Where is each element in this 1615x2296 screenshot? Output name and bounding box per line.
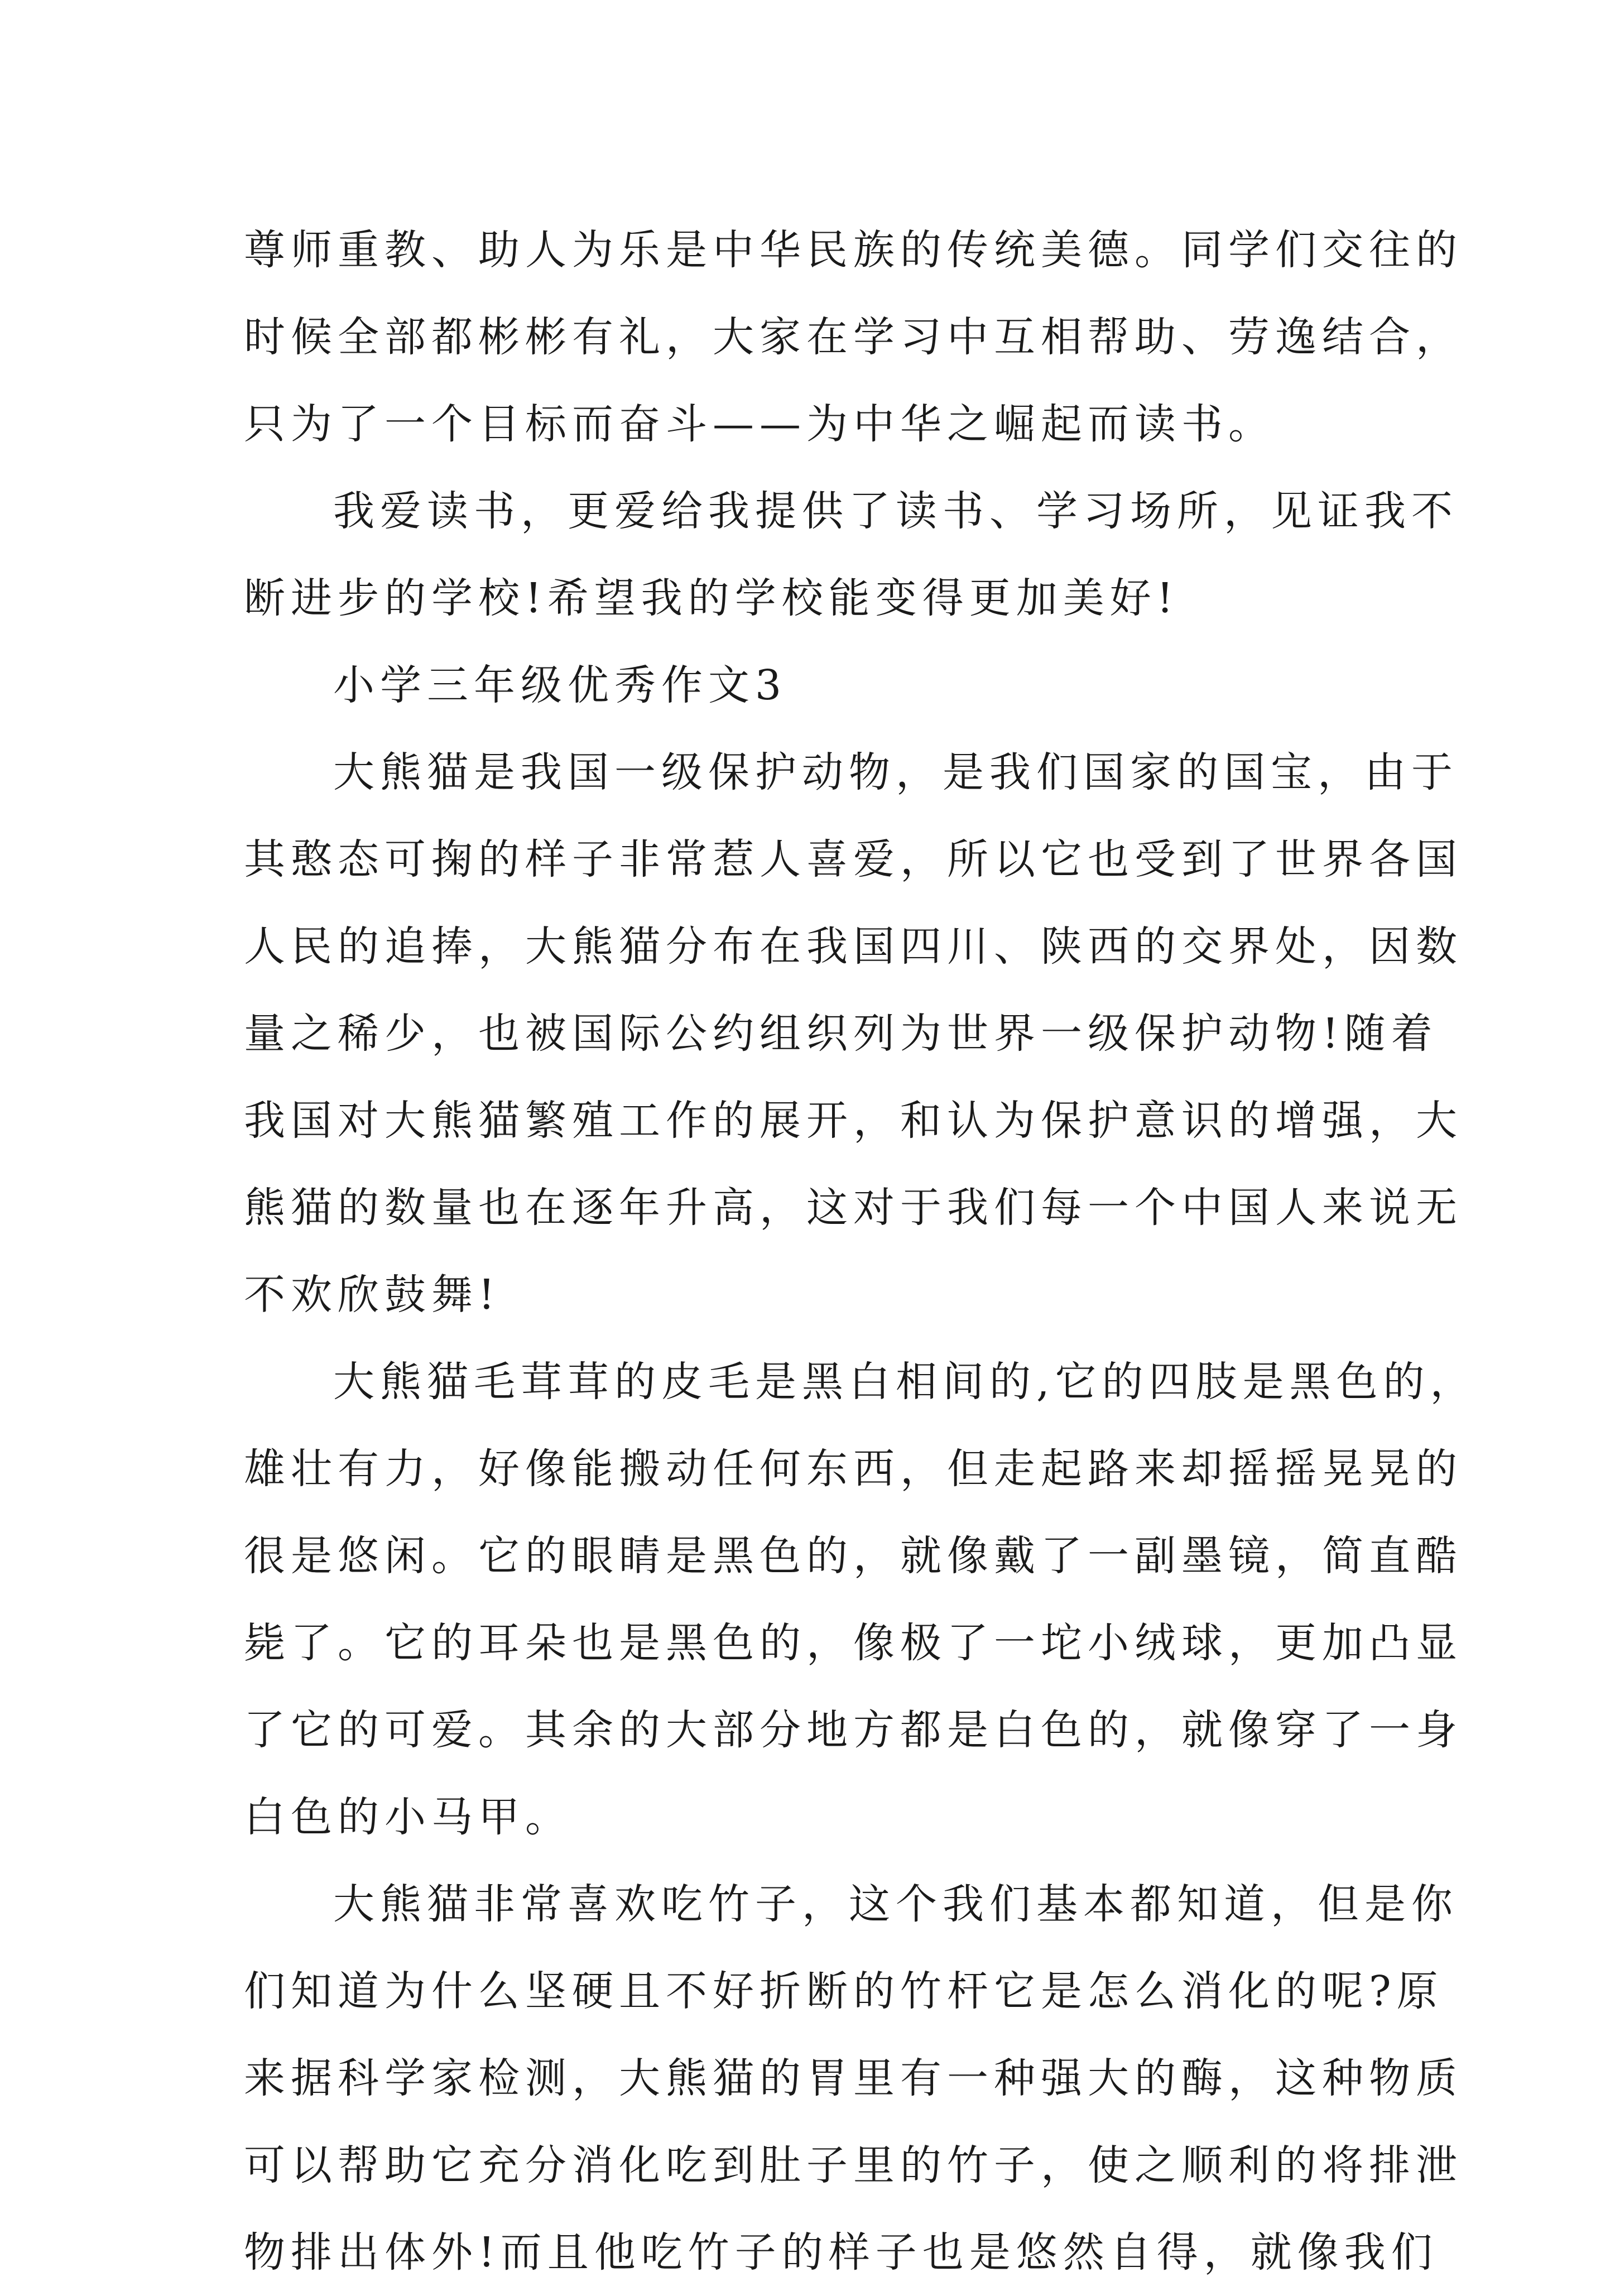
text-line: 时候全部都彬彬有礼，大家在学习中互相帮助、劳逸结合， <box>244 313 1463 361</box>
text-line: 大熊猫毛茸茸的皮毛是黑白相间的,它的四肢是黑色的， <box>333 1358 1477 1406</box>
text-line: 雄壮有力，好像能搬动任何东西，但走起路来却摇摇晃晃的 <box>244 1445 1463 1493</box>
text-line: 大熊猫是我国一级保护动物，是我们国家的国宝，由于 <box>333 748 1458 796</box>
text-line: 量之稀少，也被国际公约组织列为世界一级保护动物!随着 <box>244 1010 1438 1058</box>
text-line: 小学三年级优秀作文3 <box>333 661 787 709</box>
text-line: 尊师重教、助人为乐是中华民族的传统美德。同学们交往的 <box>244 226 1463 274</box>
text-line: 我爱读书，更爱给我提供了读书、学习场所，见证我不 <box>333 487 1458 535</box>
document-body <box>244 206 1477 2296</box>
text-line: 不欢欣鼓舞! <box>244 1271 501 1319</box>
text-line: 其憨态可掬的样子非常惹人喜爱，所以它也受到了世界各国 <box>244 835 1463 883</box>
text-line: 只为了一个目标而奋斗——为中华之崛起而读书。 <box>244 400 1275 448</box>
text-line: 我国对大熊猫繁殖工作的展开，和认为保护意识的增强，大 <box>244 1097 1463 1145</box>
text-line: 白色的小马甲。 <box>244 1793 572 1841</box>
text-line: 很是悠闲。它的眼睛是黑色的，就像戴了一副墨镜，简直酷 <box>244 1532 1463 1580</box>
text-line: 来据科学家检测，大熊猫的胃里有一种强大的酶，这种物质 <box>244 2054 1463 2102</box>
text-line: 们知道为什么坚硬且不好折断的竹杆它是怎么消化的呢?原 <box>244 1967 1444 2015</box>
text-line: 毙了。它的耳朵也是黑色的，像极了一坨小绒球，更加凸显 <box>244 1619 1463 1667</box>
text-line: 物排出体外!而且他吃竹子的样子也是悠然自得，就像我们 <box>244 2228 1438 2276</box>
text-line: 人民的追捧，大熊猫分布在我国四川、陕西的交界处，因数 <box>244 923 1463 971</box>
text-line: 了它的可爱。其余的大部分地方都是白色的，就像穿了一身 <box>244 1706 1463 1754</box>
text-line: 可以帮助它充分消化吃到肚子里的竹子，使之顺利的将排泄 <box>244 2141 1463 2189</box>
text-line: 大熊猫非常喜欢吃竹子，这个我们基本都知道，但是你 <box>333 1880 1458 1928</box>
text-line: 断进步的学校!希望我的学校能变得更加美好! <box>244 574 1179 622</box>
text-line: 熊猫的数量也在逐年升高，这对于我们每一个中国人来说无 <box>244 1184 1463 1232</box>
